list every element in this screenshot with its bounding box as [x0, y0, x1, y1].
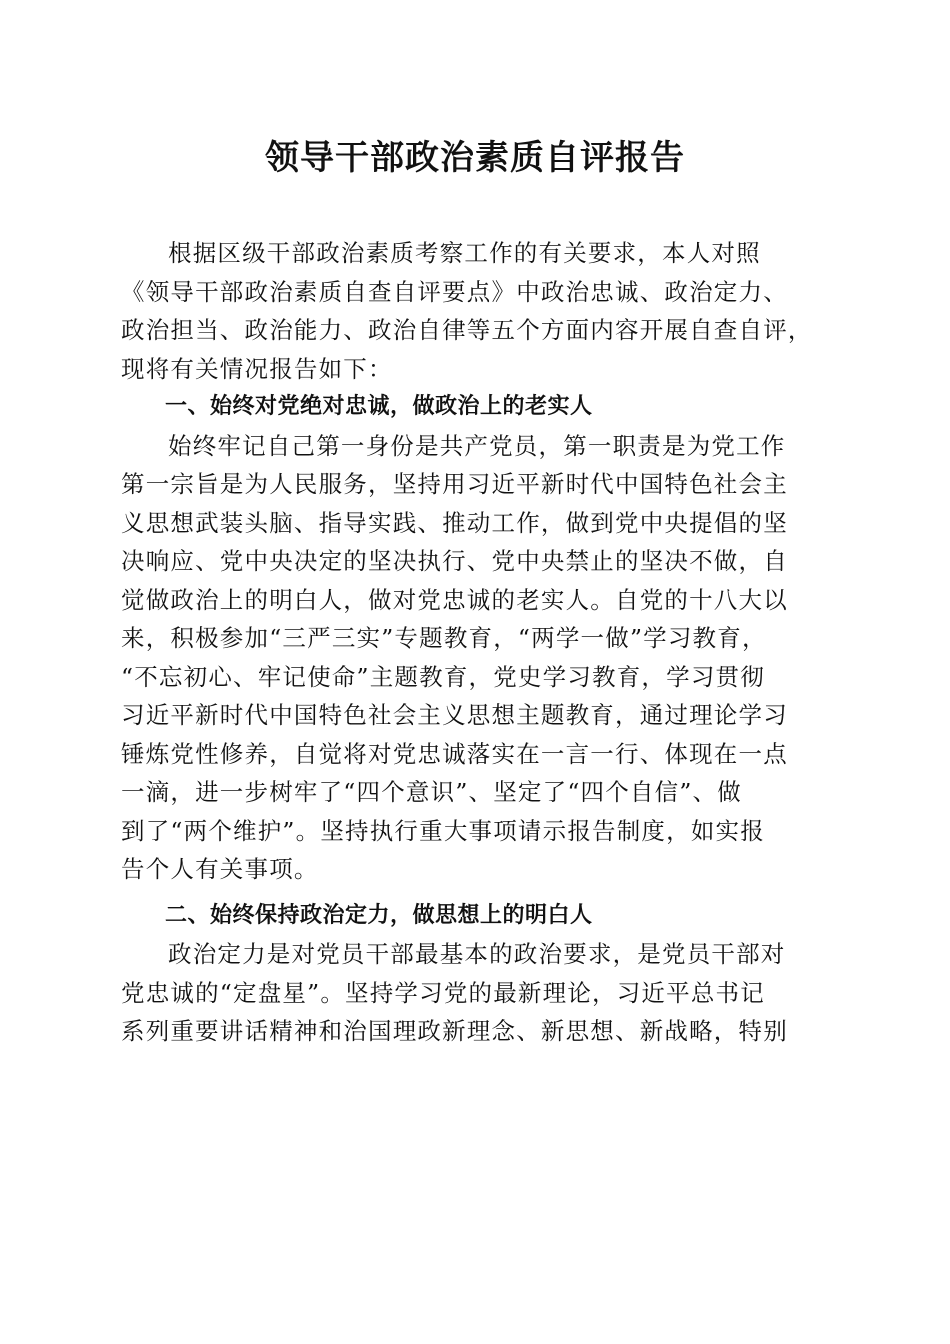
- document-title: 领导干部政治素质自评报告: [265, 138, 685, 178]
- section-2-paragraph: 政治定力是对党员干部最基本的政治要求，是党员干部对 党忠诚的“定盘星”。坚持学习党的最新理论，习近平总书记 系列重要讲话精神和治国理政新理念、新思想、新战略，特别: [121, 940, 788, 1045]
- document-body: [121, 234, 833, 1051]
- section-2-heading: 二、始终保持政治定力，做思想上的明白人: [165, 902, 593, 928]
- section-1-heading: 一、始终对党绝对忠诚，做政治上的老实人: [165, 394, 593, 419]
- intro-paragraph: 根据区级干部政治素质考察工作的有关要求，本人对照 《领导干部政治素质自查自评要点》中政治忠诚、政治定力、 政治担当、政治能力、政治自律等五个方面内容开展自查自评， 现将有关情况报告如下：: [121, 239, 813, 383]
- section-1-paragraph: 始终牢记自己第一身份是共产党员，第一职责是为党工作 第一宗旨是为人民服务，坚持用习近平新时代中国特色社会主 义思想武装头脑、指导实践、推动工作，做到党中央提倡的坚 决响应、党中央决定的坚决执行、党中央禁止的坚决不做，自 觉做政治上的明白人，做对党忠诚的老实人。自党的十八大以 来，积极参加“三严三实”专题教育，“两学一做”学习教育， “不忘初心、牢记使命”主题教育，党史学习教育，学习贯彻 习近平新时代中国特色社会主义思想主题教育，通过理论学习 锤炼党性修养，自觉将对党忠诚落实在一言一行、体现在一点 一滴，进一步树牢了“四个意识”、坚定了“四个自信”、做 到了“两个维护”。坚持执行重大事项请示报告制度，如实报 告个人有关事项。: [121, 431, 788, 883]
